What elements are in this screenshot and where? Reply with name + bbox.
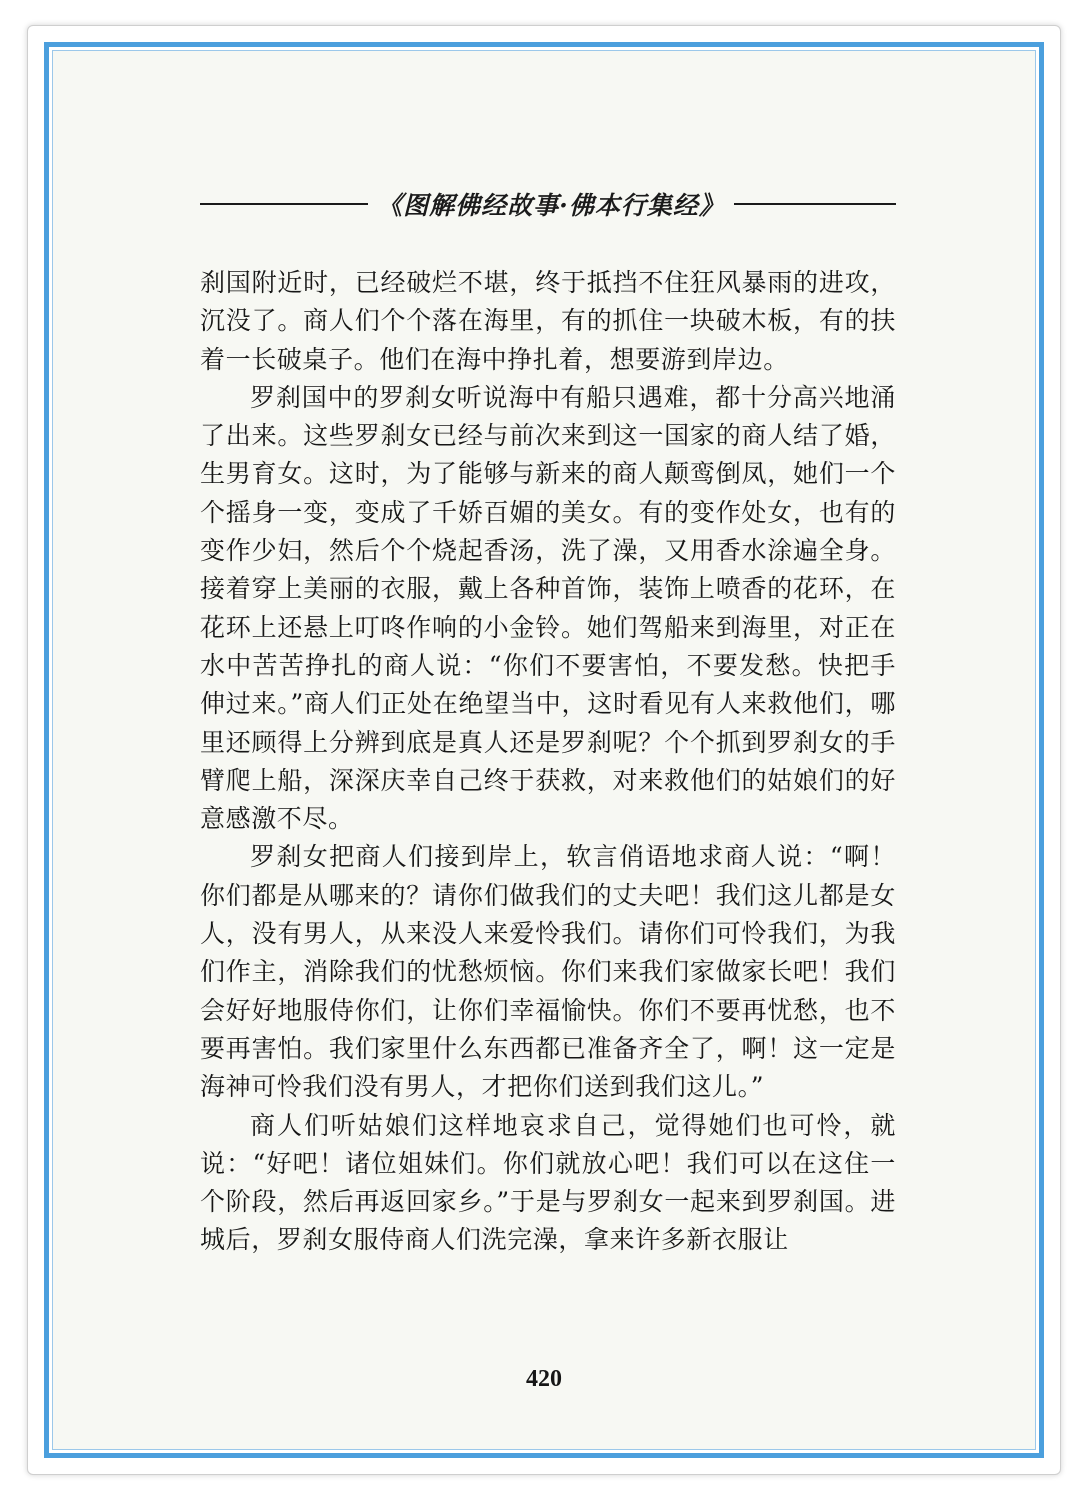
paragraph: 商人们听姑娘们这样地哀求自己，觉得她们也可怜，就说：“好吧！诸位姐妹们。你们就放心吧！我们可以在这住一个阶段，然后再返回家乡。”于是与罗刹女一起来到罗刹国。进城后，罗刹女服侍商人们洗完澡，拿来许多新衣服让 xyxy=(200,1110,896,1255)
header-rule-right xyxy=(734,203,896,205)
paragraph: 罗刹女把商人们接到岸上，软言俏语地求商人说：“啊！你们都是从哪来的？请你们做我们的丈夫吧！我们这儿都是女人，没有男人，从来没人来爱怜我们。请你们可怜我们，为我们作主，消除我们的忧愁烦恼。你们来我们家做家长吧！我们会好好地服侍你们，让你们幸福愉快。你们不要再忧愁，也不要再害怕。我们家里什么东西都已准备齐全了，啊！这一定是海神可怜我们没有男人，才把你们送到我们这儿。” xyxy=(200,842,896,1102)
header-title: 《图解佛经故事·佛本行集经》 xyxy=(377,191,725,220)
body-text xyxy=(200,264,896,1260)
paragraph: 罗刹国中的罗刹女听说海中有船只遇难，都十分高兴地涌了出来。这些罗刹女已经与前次来到这一国家的商人结了婚，生男育女。这时，为了能够与新来的商人颠鸾倒凤，她们一个个摇身一变，变成了千娇百媚的美女。有的变作处女，也有的变作少妇，然后个个烧起香汤，洗了澡，又用香水涂遍全身。接着穿上美丽的衣服，戴上各种首饰，装饰上喷香的花环，在花环上还悬上叮咚作响的小金铃。她们驾船来到海里，对正在水中苦苦挣扎的商人说：“你们不要害怕，不要发愁。快把手伸过来。”商人们正处在绝望当中，这时看见有人来救他们，哪里还顾得上分辨到底是真人还是罗刹呢？个个抓到罗刹女的手臂爬上船，深深庆幸自己终于获救，对来救他们的姑娘们的好意感激不尽。 xyxy=(200,382,896,834)
header-rule-left xyxy=(200,203,368,205)
running-header xyxy=(200,186,896,222)
paragraph: 刹国附近时，已经破烂不堪，终于抵挡不住狂风暴雨的进攻，沉没了。商人们个个落在海里，有的抓住一块破木板，有的扶着一长破桌子。他们在海中挣扎着，想要游到岸边。 xyxy=(200,268,896,374)
page-number: 420 xyxy=(526,1366,562,1392)
